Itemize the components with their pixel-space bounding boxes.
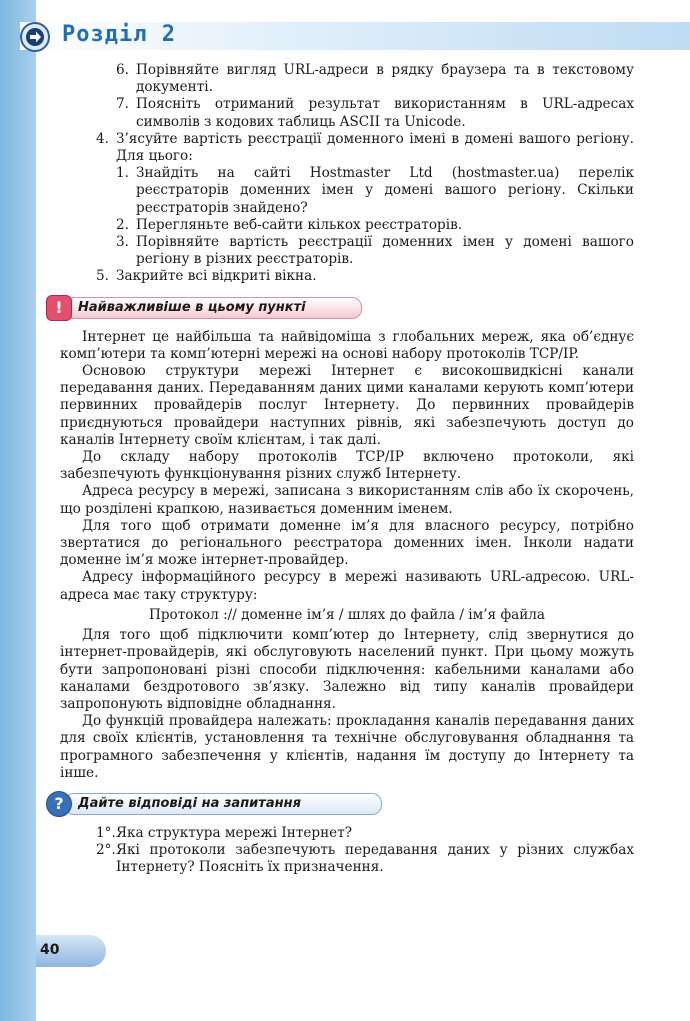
question-item: 2°. Які протоколи забезпечують передавання даних у різних службах Інтернету? Поясніть їх призначення. [96, 842, 634, 876]
list-item: 7. Поясніть отриманий результат використанням в URL-адресах символів з кодових таблиць ASCII та Unicode. [116, 96, 634, 130]
summary-heading: Найважливіше в цьому пункті [78, 299, 306, 315]
question-item: 1°. Яка структура мережі Інтернет? [96, 824, 353, 841]
section-arrow-icon [20, 22, 50, 52]
paragraph: До складу набору протоколів TCP/IP включено протоколи, які забезпечують функціонування різних служб Інтернету. [60, 449, 634, 483]
list-item: 3. Порівняйте вартість реєстрації доменних імен у домені вашого регіону в різних реєстраторів. [116, 234, 634, 268]
paragraph: Для того щоб підключити комп’ютер до Інтернету, слід звернутися до інтернет-провайдерів, які обслуговують населений пункт. При цьому можуть бути запропоновані різні способи підключення: кабельними каналами або каналами бездротового зв’язку. Залежно від типу каналів провайдери запропонують відповідне обладнання. [60, 627, 634, 712]
paragraph: Адресу інформаційного ресурсу в мережі називають URL-адресою. URL-адреса має таку структуру: [60, 569, 634, 603]
list-item: 2. Перегляньте веб-сайти кількох реєстраторів. [116, 216, 463, 233]
paragraph: Основою структури мережі Інтернет є високошвидкісні канали передавання даних. Передаванням даних цими каналами керують комп’ютери первинних провайдерів послуг Інтернету. До первинних провайдерів приєднуються провайдери наступних рівнів, які забезпечують доступ до каналів Інтернету своїм клієнтам, і так далі. [60, 363, 634, 448]
summary-banner [46, 295, 366, 319]
paragraph: Для того щоб отримати доменне ім’я для власного ресурсу, потрібно звертатися до регіонального реєстратора доменних імен. Інколи надати доменне ім’я може інтернет-провайдер. [60, 517, 634, 569]
page-content [54, 62, 634, 877]
list-item: 4. З’ясуйте вартість реєстрації доменного імені в домені вашого регіону. Для цього: [96, 130, 634, 165]
paragraph: Інтернет це найбільша та найвідоміша з глобальних мереж, яка об’єднує комп’ютери та комп’ютерні мережі на основі набору протоколів TCP/IP. [60, 328, 634, 362]
questions-banner [46, 791, 366, 815]
list-item: 1. Знайдіть на сайті Hostmaster Ltd (hostmaster.ua) перелік реєстраторів доменних імен у домені вашого регіону. Скільки реєстраторів знайдено? [116, 165, 634, 216]
section-title: Розділ 2 [62, 22, 176, 47]
question-mark-icon: ? [46, 791, 72, 817]
page-number: 40 [40, 942, 60, 958]
list-item: 6. Порівняйте вигляд URL-адреси в рядку браузера та в текстовому документі. [116, 62, 634, 96]
paragraph: До функцій провайдера належать: прокладання каналів передавання даних для своїх клієнтів, установлення та технічне обслуговування обладнання та програмного забезпечення у клієнтів, надання їм доступу до Інтернету та інше. [60, 713, 634, 781]
exclamation-icon: ! [46, 295, 72, 321]
left-margin-strip [0, 0, 36, 1021]
url-structure-formula: Протокол :// доменне ім’я / шлях до файла / ім’я файла [148, 606, 545, 623]
list-item: 5. Закрийте всі відкриті вікна. [96, 268, 317, 285]
questions-heading: Дайте відповіді на запитання [78, 795, 301, 811]
paragraph: Адреса ресурсу в мережі, записана з використанням слів або їх скорочень, що розділені крапкою, називається доменним іменем. [60, 483, 634, 517]
